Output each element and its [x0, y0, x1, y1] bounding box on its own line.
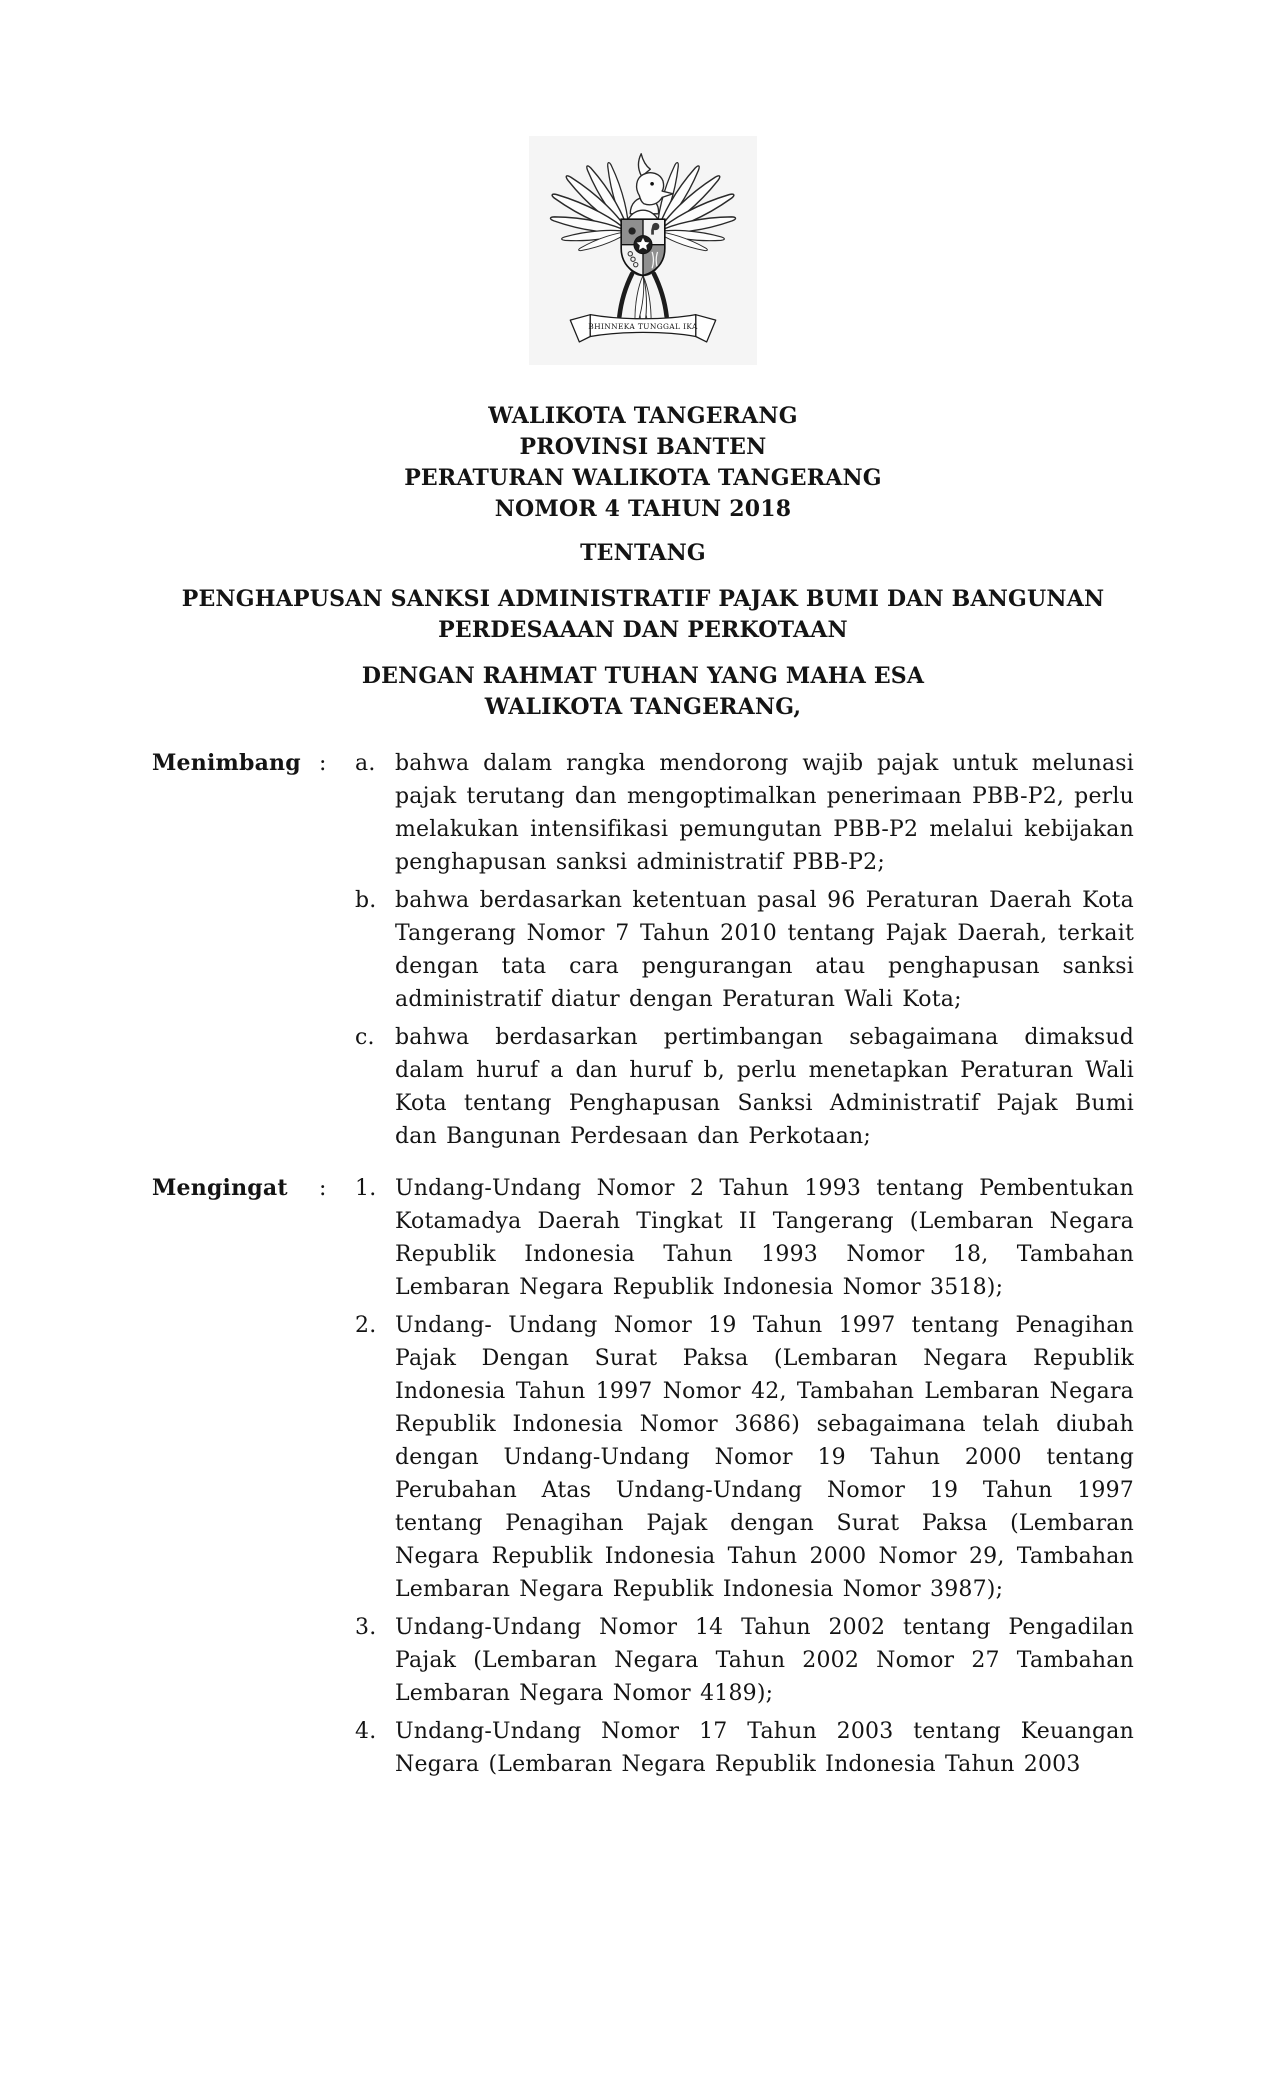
menimbang-colon: :	[319, 751, 327, 776]
document-title	[152, 584, 1134, 646]
mengingat-section	[152, 1172, 1134, 1786]
tentang-label: TENTANG	[580, 540, 706, 566]
header-province: PROVINSI BANTEN	[519, 434, 767, 460]
list-item-marker: 2.	[355, 1313, 377, 1338]
list-item-marker: 1.	[355, 1176, 377, 1201]
menimbang-section	[152, 747, 1134, 1158]
document-header	[152, 401, 1134, 525]
motto-text: BHINNEKA TUNGGAL IKA	[588, 321, 698, 331]
list-item	[355, 1715, 1134, 1781]
header-authority: WALIKOTA TANGERANG	[488, 403, 798, 429]
list-item-text: bahwa dalam rangka mendorong wajib pajak untuk melunasi pajak terutang dan mengoptimalkan penerimaan PBB-P2, perlu melakukan intensifikasi pemungutan PBB-P2 melalui kebijakan penghapusan sanksi administratif PBB-P2;	[395, 751, 1134, 875]
list-item-marker: 4.	[355, 1719, 377, 1744]
pancasila-shield	[621, 219, 665, 275]
menimbang-label: Menimbang	[152, 750, 301, 776]
invocation-block	[152, 661, 1134, 723]
title-line-1: PENGHAPUSAN SANKSI ADMINISTRATIF PAJAK BUMI DAN BANGUNAN	[181, 586, 1105, 612]
list-item-text: Undang-Undang Nomor 14 Tahun 2002 tentang Pengadilan Pajak (Lembaran Negara Tahun 2002 Nomor 27 Tambahan Lembaran Negara Nomor 4189);	[395, 1615, 1134, 1706]
invocation-line-2: WALIKOTA TANGERANG,	[484, 694, 802, 720]
list-item	[355, 1309, 1134, 1606]
header-regulation: PERATURAN WALIKOTA TANGERANG	[404, 465, 882, 491]
list-item-marker: b.	[355, 888, 377, 913]
list-item-text: bahwa berdasarkan ketentuan pasal 96 Peraturan Daerah Kota Tangerang Nomor 7 Tahun 2010 tentang Pajak Daerah, terkait dengan tata cara pengurangan atau penghapusan sanksi administratif diatur dengan Peraturan Wali Kota;	[395, 888, 1134, 1012]
garuda-pancasila-icon	[543, 141, 743, 352]
list-item-text: bahwa berdasarkan pertimbangan sebagaimana dimaksud dalam huruf a dan huruf b, perlu menetapkan Peraturan Wali Kota tentang Penghapusan Sanksi Administratif Pajak Bumi dan Bangunan Perdesaan dan Perkotaan;	[395, 1025, 1134, 1149]
mengingat-label: Mengingat	[152, 1175, 288, 1201]
list-item	[355, 1611, 1134, 1710]
list-item-text: Undang-Undang Nomor 2 Tahun 1993 tentang Pembentukan Kotamadya Daerah Tingkat II Tangerang (Lembaran Negara Republik Indonesia Tahun 1993 Nomor 18, Tambahan Lembaran Negara Republik Indonesia Nomor 3518);	[395, 1176, 1134, 1300]
list-item	[355, 1172, 1134, 1304]
invocation-line-1: DENGAN RAHMAT TUHAN YANG MAHA ESA	[361, 663, 925, 689]
list-item	[355, 884, 1134, 1016]
list-item-marker: c.	[355, 1025, 375, 1050]
list-item-text: Undang- Undang Nomor 19 Tahun 1997 tentang Penagihan Pajak Dengan Surat Paksa (Lembaran Negara Republik Indonesia Tahun 1997 Nomor 42, Tambahan Lembaran Negara Republik Indonesia Nomor 3686) sebagaimana telah diubah dengan Undang-Undang Nomor 19 Tahun 2000 tentang Perubahan Atas Undang-Undang Nomor 19 Tahun 1997 tentang Penagihan Pajak dengan Surat Paksa (Lembaran Negara Republik Indonesia Tahun 2000 Nomor 29, Tambahan Lembaran Negara Republik Indonesia Nomor 3987);	[395, 1313, 1134, 1602]
emblem-eye	[650, 182, 654, 186]
list-item	[355, 747, 1134, 879]
list-item	[355, 1021, 1134, 1153]
shield-bull-glyph	[628, 227, 635, 234]
list-item-text: Undang-Undang Nomor 17 Tahun 2003 tentang Keuangan Negara (Lembaran Negara Republik Indonesia Tahun 2003	[395, 1719, 1134, 1777]
mengingat-items	[355, 1172, 1134, 1786]
menimbang-items	[355, 747, 1134, 1158]
title-line-2: PERDESAAAN DAN PERKOTAAN	[438, 617, 848, 643]
list-item-marker: a.	[355, 751, 376, 776]
garuda-pancasila-emblem	[529, 136, 757, 365]
list-item-marker: 3.	[355, 1615, 377, 1640]
header-number: NOMOR 4 TAHUN 2018	[494, 496, 792, 522]
mengingat-colon: :	[319, 1176, 327, 1201]
